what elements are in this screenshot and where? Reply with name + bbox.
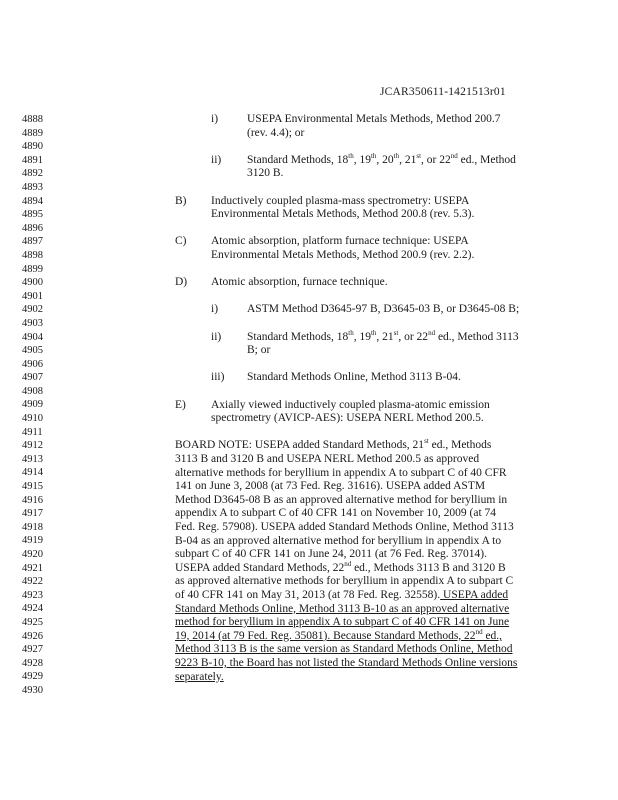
- line-number-gutter: [22, 113, 62, 698]
- item-b-text-2: Environmental Metals Methods, Method 200.8 (rev. 5.3).: [211, 208, 475, 221]
- line-number: 4927: [22, 644, 43, 656]
- line-number: 4897: [22, 236, 43, 248]
- line-number: 4890: [22, 141, 43, 153]
- added-text: USEPA added: [440, 589, 509, 601]
- added-text: separately.: [175, 670, 224, 683]
- item-ii-text-2: 3120 B.: [247, 167, 284, 180]
- document-id: JCAR350611-1421513r01: [380, 86, 506, 98]
- line-number: 4911: [22, 426, 43, 438]
- line-number: 4892: [22, 168, 43, 180]
- item-i-label: i): [211, 113, 219, 125]
- item-e-text: Axially viewed inductively coupled plasma-atomic emission: [211, 398, 490, 411]
- item-c-text: Atomic absorption, platform furnace technique: USEPA: [211, 235, 469, 248]
- line-number: 4923: [22, 589, 43, 601]
- line-number: 4914: [22, 467, 43, 479]
- line-number: 4919: [22, 535, 43, 547]
- line-number: 4920: [22, 549, 43, 560]
- line-number: 4905: [22, 345, 43, 357]
- item-e-label: E): [175, 398, 186, 411]
- line-number: 4893: [22, 181, 43, 193]
- line-number: 4913: [22, 453, 43, 465]
- item-d-i-text: ASTM Method D3645-97 B, D3645-03 B, or D3645-08 B;: [247, 303, 520, 316]
- added-text: Method 3113 B is the same version as Standard Methods Online, Method: [175, 643, 513, 656]
- line-number: 4915: [22, 481, 43, 493]
- item-d-ii-label: ii): [211, 330, 222, 343]
- line-number: 4891: [22, 154, 43, 166]
- item-i-text-2: (rev. 4.4); or: [247, 126, 305, 139]
- line-number: 4904: [22, 331, 43, 343]
- item-d-ii-text: Standard Methods, 18th, 19th, 21st, or 22nd ed., Method 3113: [247, 328, 519, 343]
- line-number: 4901: [22, 290, 43, 302]
- item-d-iii-text: Standard Methods Online, Method 3113 B-04.: [247, 371, 461, 384]
- line-number: 4896: [22, 222, 43, 234]
- item-b-text: Inductively coupled plasma-mass spectrometry: USEPA: [211, 194, 470, 207]
- line-number: 4907: [22, 372, 43, 384]
- line-number: 4898: [22, 249, 43, 261]
- item-ii-label: ii): [211, 153, 222, 166]
- item-d-text: Atomic absorption, furnace technique.: [211, 276, 388, 289]
- line-number: 4906: [22, 358, 43, 370]
- item-b-label: B): [175, 194, 187, 207]
- item-d-label: D): [175, 276, 188, 289]
- item-e-text-2: spectrometry (AVICP-AES): USEPA NERL Method 200.5.: [211, 412, 484, 425]
- item-d-iii-label: iii): [211, 371, 225, 384]
- added-text: 19, 2014 (at 79 Fed. Reg. 35081). Because Standard Methods, 22nd ed.,: [175, 627, 503, 642]
- item-d-i-label: i): [211, 303, 219, 316]
- item-i-text: USEPA Environmental Metals Methods, Method 200.7: [247, 113, 501, 125]
- item-c-text-2: Environmental Metals Methods, Method 200.9 (rev. 2.2).: [211, 249, 475, 261]
- line-number: 4899: [22, 263, 43, 275]
- line-number: 4908: [22, 385, 43, 397]
- line-number: 4928: [22, 657, 43, 669]
- line-number: 4926: [22, 630, 43, 642]
- item-ii-text: Standard Methods, 18th, 19th, 20th, 21st, or 22nd ed., Method: [247, 151, 516, 166]
- line-number: 4889: [22, 127, 43, 139]
- line-number: 4902: [22, 304, 43, 316]
- added-text: Standard Methods Online, Method 3113 B-10 as an approved alternative: [175, 602, 510, 615]
- line-number: 4930: [22, 684, 43, 696]
- line-number: 4895: [22, 209, 43, 221]
- line-number: 4903: [22, 317, 43, 329]
- item-c-label: C): [175, 235, 187, 248]
- line-number: 4910: [22, 413, 43, 425]
- line-number: 4921: [22, 562, 43, 574]
- added-text: 9223 B-10, the Board has not listed the Standard Methods Online versions: [175, 657, 518, 669]
- line-number: 4909: [22, 399, 43, 411]
- line-number: 4918: [22, 521, 43, 533]
- line-number: 4900: [22, 277, 43, 289]
- item-d-ii-text-2: B; or: [247, 344, 271, 357]
- line-number: 4929: [22, 671, 43, 683]
- added-text: method for beryllium in appendix A to subpart C of 40 CFR 141 on June: [175, 616, 510, 629]
- line-number: 4917: [22, 508, 43, 520]
- line-number: 4916: [22, 494, 43, 506]
- line-number: 4925: [22, 616, 43, 628]
- line-number: 4894: [22, 195, 43, 207]
- line-number: 4924: [22, 603, 43, 615]
- line-number: 4888: [22, 114, 43, 125]
- line-number: 4912: [22, 440, 43, 452]
- line-number: 4922: [22, 576, 43, 588]
